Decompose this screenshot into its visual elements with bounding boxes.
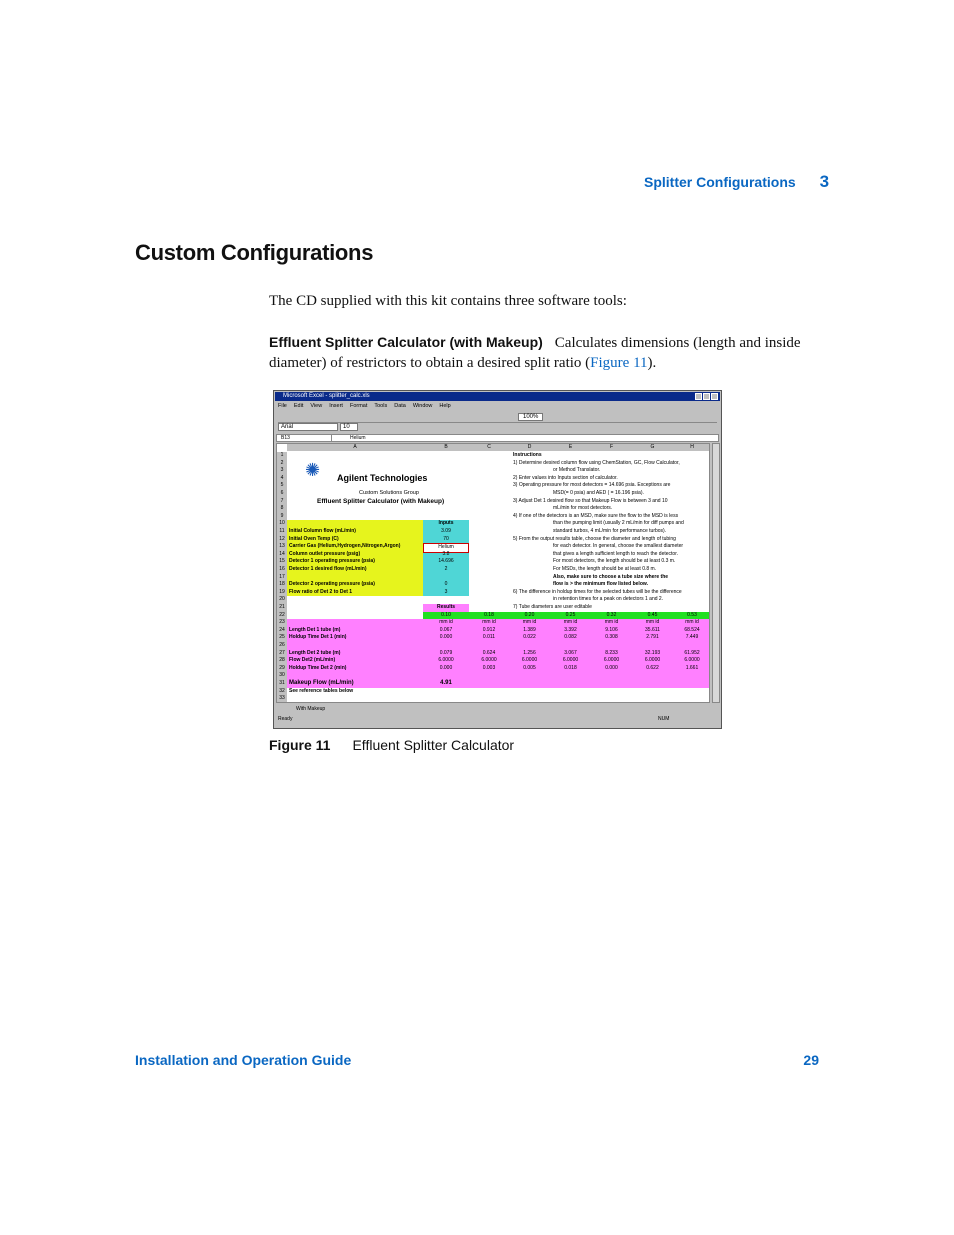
- row-number: 20: [277, 596, 287, 604]
- figure-link[interactable]: Figure 11: [590, 355, 648, 371]
- result-value: 6.0000: [603, 657, 620, 664]
- standard-toolbar: [278, 412, 717, 423]
- window-title: Microsoft Excel - splitter_calc.xls: [283, 393, 370, 399]
- instruction-line: flow is > the minimum flow listed below.: [553, 581, 648, 588]
- window-controls: [695, 393, 718, 400]
- instruction-line: 7) Tube diameters are user editable: [513, 604, 592, 610]
- input-value: 0: [444, 581, 448, 588]
- result-value: 9.106: [605, 626, 618, 633]
- input-value: 14.696: [438, 558, 454, 565]
- vertical-scrollbar: [712, 443, 720, 703]
- status-bar: [278, 715, 717, 723]
- instruction-line: standard turbos, 4 mL/min for performance turbos).: [553, 528, 667, 534]
- result-value: 6.0000: [438, 657, 454, 664]
- intro-paragraph: The CD supplied with this kit contains three software tools:: [269, 293, 627, 309]
- zoom-box: 100%: [518, 413, 543, 421]
- unit-label: mm id: [604, 619, 619, 626]
- row-number: 26: [277, 642, 287, 650]
- result-value: 0.003: [482, 664, 496, 671]
- instruction-line: in retention times for a peak on detectors 1 and 2.: [553, 596, 664, 603]
- input-value: 3: [444, 588, 448, 595]
- result-value: 0.022: [523, 634, 536, 641]
- row-number: 18: [277, 581, 287, 589]
- header-chapter: 3: [819, 172, 830, 191]
- reference-note: See reference tables below: [289, 687, 354, 694]
- result-label: Length Det 2 tube (m): [289, 649, 341, 656]
- result-value: 0.912: [482, 626, 496, 633]
- result-value: 0.005: [523, 664, 536, 671]
- row-number: 25: [277, 634, 287, 642]
- instruction-line: 1) Determine desired column flow using ChemStation, GC, Flow Calculator,: [513, 459, 680, 466]
- row-number: 6: [277, 490, 287, 498]
- page-number: 29: [803, 1052, 819, 1068]
- result-value: 6.0000: [562, 657, 579, 664]
- row-number: 1: [277, 452, 287, 460]
- result-value: 6.0000: [481, 657, 497, 664]
- unit-label: mm id: [522, 619, 537, 626]
- page-title: Custom Configurations: [135, 240, 374, 265]
- instruction-line: than the pumping limit (usually 2 mL/min for diff pumps and: [553, 520, 684, 527]
- header-section: Splitter Configurations: [644, 174, 796, 190]
- column-header: B: [423, 444, 470, 451]
- result-value: 6.0000: [684, 657, 700, 664]
- input-label: Column outlet pressure (psig): [289, 550, 361, 557]
- subtitle-1: Custom Solutions Group: [359, 490, 419, 496]
- instruction-line: 4) If one of the detectors is an MSD, make sure the flow to the MSD is less: [513, 512, 679, 519]
- instruction-line: For most detectors, the length should be at least 0.3 m.: [553, 558, 676, 565]
- result-value: 3.067: [564, 649, 577, 656]
- instruction-line: or Method Translator.: [553, 467, 601, 474]
- menu-item: File: [278, 403, 287, 409]
- results-label: Results: [423, 604, 469, 612]
- input-label: Detector 2 operating pressure (psia): [289, 581, 375, 588]
- menu-item: Format: [349, 403, 368, 409]
- inputs-label: Inputs: [423, 520, 469, 528]
- column-header: E: [550, 444, 592, 451]
- row-number: 8: [277, 505, 287, 513]
- input-label: Flow ratio of Det 2 to Det 1: [289, 588, 353, 595]
- instructions-title: Instructions: [513, 452, 542, 458]
- name-box: B13: [277, 435, 332, 442]
- result-value: 1.661: [685, 664, 699, 671]
- result-value: 61.952: [684, 649, 700, 656]
- instruction-line: 3) Operating pressure for most detectors = 14.696 psia. Exceptions are: [513, 482, 671, 489]
- instruction-line: mL/min for most detectors.: [553, 505, 613, 512]
- row-number: 14: [277, 551, 287, 559]
- subtitle-2: Effluent Splitter Calculator (with Makeup): [317, 497, 445, 505]
- footer-title: Installation and Operation Guide: [135, 1052, 352, 1068]
- figure-title: Effluent Splitter Calculator: [352, 737, 515, 753]
- result-value: 0.624: [482, 649, 496, 656]
- row-number: 22: [277, 612, 287, 620]
- input-label: Carrier Gas (Helium,Hydrogen,Nitrogen,Argon): [289, 543, 401, 550]
- unit-label: mm id: [645, 619, 660, 626]
- close-icon: [711, 393, 718, 400]
- result-value: 0.082: [564, 634, 577, 641]
- row-number: 11: [277, 528, 287, 536]
- result-value: 0.000: [439, 634, 453, 641]
- maximize-icon: [703, 393, 710, 400]
- result-value: 1.256: [523, 649, 536, 656]
- input-value: 3.09: [441, 528, 451, 534]
- menu-item: View: [310, 403, 323, 409]
- input-label: Detector 1 desired flow (mL/min): [289, 566, 367, 572]
- diameter-value: 0.53: [687, 611, 697, 618]
- result-value: 0.000: [605, 664, 618, 671]
- row-number: 21: [277, 604, 287, 612]
- size-box: 10: [340, 423, 358, 431]
- page-footer: [135, 1052, 819, 1068]
- result-value: 8.233: [605, 649, 618, 656]
- agilent-logo-icon: ✺: [305, 460, 321, 481]
- result-value: 0.067: [439, 626, 453, 633]
- menu-item: Tools: [374, 403, 388, 409]
- makeup-label: Makeup Flow (mL/min): [289, 680, 354, 686]
- diameter-value: 0.32: [606, 611, 617, 618]
- instruction-line: 5) From the output results table, choose the diameter and length of tubing: [513, 535, 676, 542]
- column-header: G: [632, 444, 674, 451]
- row-number: 7: [277, 498, 287, 506]
- figure-label: Figure 11: [269, 737, 331, 753]
- column-header: H: [673, 444, 710, 451]
- row-number: 9: [277, 513, 287, 521]
- window-titlebar: [275, 392, 720, 401]
- row-number: 24: [277, 627, 287, 635]
- result-value: 7.449: [685, 634, 699, 641]
- diameter-value: 0.10: [441, 611, 451, 618]
- menu-item: Help: [439, 403, 451, 409]
- running-header: [644, 172, 829, 192]
- row-number: 15: [277, 558, 287, 566]
- menu-item: Insert: [329, 403, 343, 409]
- result-value: 0.018: [564, 664, 577, 671]
- row-number: 5: [277, 482, 287, 490]
- row-number: 17: [277, 574, 287, 582]
- result-value: 0.622: [646, 664, 659, 671]
- result-label: Flow Det2 (mL/min): [289, 657, 336, 664]
- instruction-line: 3) Adjust Det 1 desired flow so that Makeup Flow is between 3 and 10: [513, 497, 668, 504]
- row-number: 12: [277, 536, 287, 544]
- tool-name: Effluent Splitter Calculator (with Makeup): [269, 334, 543, 350]
- diameter-value: 0.45: [647, 611, 658, 618]
- tool-paragraph: [269, 332, 819, 373]
- menu-item: Data: [394, 403, 406, 409]
- row-number: 2: [277, 460, 287, 468]
- column-header: C: [469, 444, 510, 451]
- input-value: 2: [444, 566, 448, 572]
- input-value: 70: [443, 535, 449, 542]
- instruction-line: For MSDs, the length should be at least 0.8 m.: [553, 566, 657, 572]
- instruction-line: 2) Enter values into Inputs section of calculator.: [513, 474, 618, 481]
- tool-desc: Calculates dimensions (length and inside diameter) of restrictors to obtain a desired split ratio (: [269, 335, 801, 371]
- sheet-tab-with-makeup: With Makeup: [296, 706, 326, 712]
- formula-bar: [276, 434, 719, 442]
- unit-label: mm id: [563, 619, 578, 626]
- row-number: 28: [277, 657, 287, 665]
- logo-text: Agilent Technologies: [337, 472, 428, 483]
- tool-desc-end: ).: [647, 355, 657, 371]
- row-number: 29: [277, 665, 287, 673]
- row-number: 31: [277, 680, 287, 688]
- result-value: 0.011: [482, 634, 496, 641]
- format-toolbar: [278, 423, 717, 432]
- input-label: Initial Column flow (mL/min): [289, 528, 356, 534]
- row-number: 3: [277, 467, 287, 475]
- column-header: F: [591, 444, 633, 451]
- diameter-value: 0.20: [524, 611, 535, 618]
- makeup-value: 4.91: [440, 680, 452, 686]
- instruction-line: 6) The difference in holdup times for the selected tubes will be the difference: [513, 588, 682, 595]
- row-number: 23: [277, 619, 287, 627]
- result-value: 1.389: [523, 626, 536, 633]
- result-label: Length Det 1 tube (m): [289, 626, 341, 633]
- row-number: 33: [277, 695, 287, 703]
- excel-screenshot: [273, 390, 722, 729]
- font-box: Arial: [278, 423, 338, 431]
- minimize-icon: [695, 393, 702, 400]
- row-number: 32: [277, 688, 287, 696]
- row-number: 10: [277, 520, 287, 528]
- diameter-value: 0.25: [565, 611, 576, 618]
- result-value: 6.0000: [644, 657, 661, 664]
- unit-label: mm id: [482, 619, 496, 626]
- formula-value: Helium: [350, 435, 366, 441]
- menu-item: Edit: [293, 403, 304, 409]
- menu-bar: [278, 403, 451, 409]
- column-header: A: [287, 444, 424, 451]
- result-value: 6.0000: [521, 657, 538, 664]
- unit-label: mm id: [685, 619, 699, 626]
- instruction-line: MSD(= 0 psia) and AED ( = 16.196 psia).: [553, 490, 644, 496]
- instruction-line: that gives a length sufficient length to reach the detector.: [553, 550, 678, 557]
- input-label: Initial Oven Temp (C): [289, 535, 339, 542]
- row-number: 16: [277, 566, 287, 574]
- unit-label: mm id: [439, 619, 453, 626]
- result-value: 0.000: [439, 664, 453, 671]
- result-value: 2.791: [646, 634, 659, 641]
- diameter-value: 0.18: [484, 611, 494, 618]
- result-label: Holdup Time Det 1 (min): [289, 634, 347, 641]
- result-value: 35.611: [645, 626, 660, 633]
- status-ready: Ready: [278, 716, 293, 722]
- row-number: 27: [277, 650, 287, 658]
- sheet-tabs: [276, 705, 719, 713]
- result-value: 68.524: [684, 626, 700, 633]
- result-label: Holdup Time Det 2 (min): [289, 664, 347, 671]
- row-number: 19: [277, 589, 287, 597]
- status-num: NUM: [658, 716, 670, 722]
- row-number: 30: [277, 672, 287, 680]
- figure-caption: [269, 737, 514, 753]
- input-value: Helium: [423, 543, 469, 553]
- row-number: 4: [277, 475, 287, 483]
- input-label: Detector 1 operating pressure (psia): [289, 558, 375, 565]
- column-header: D: [509, 444, 551, 451]
- instruction-line: Also, make sure to choose a tube size where the: [553, 573, 669, 580]
- row-number: 13: [277, 543, 287, 551]
- result-value: 0.079: [439, 649, 453, 656]
- menu-item: Window: [412, 403, 433, 409]
- instruction-line: for each detector. In general, choose the smallest diameter: [553, 543, 684, 550]
- result-value: 32.193: [644, 649, 661, 656]
- result-value: 3.392: [564, 626, 577, 633]
- sheet-grid: [276, 443, 710, 703]
- result-value: 0.308: [605, 634, 618, 641]
- input-value: 3.8: [442, 550, 450, 557]
